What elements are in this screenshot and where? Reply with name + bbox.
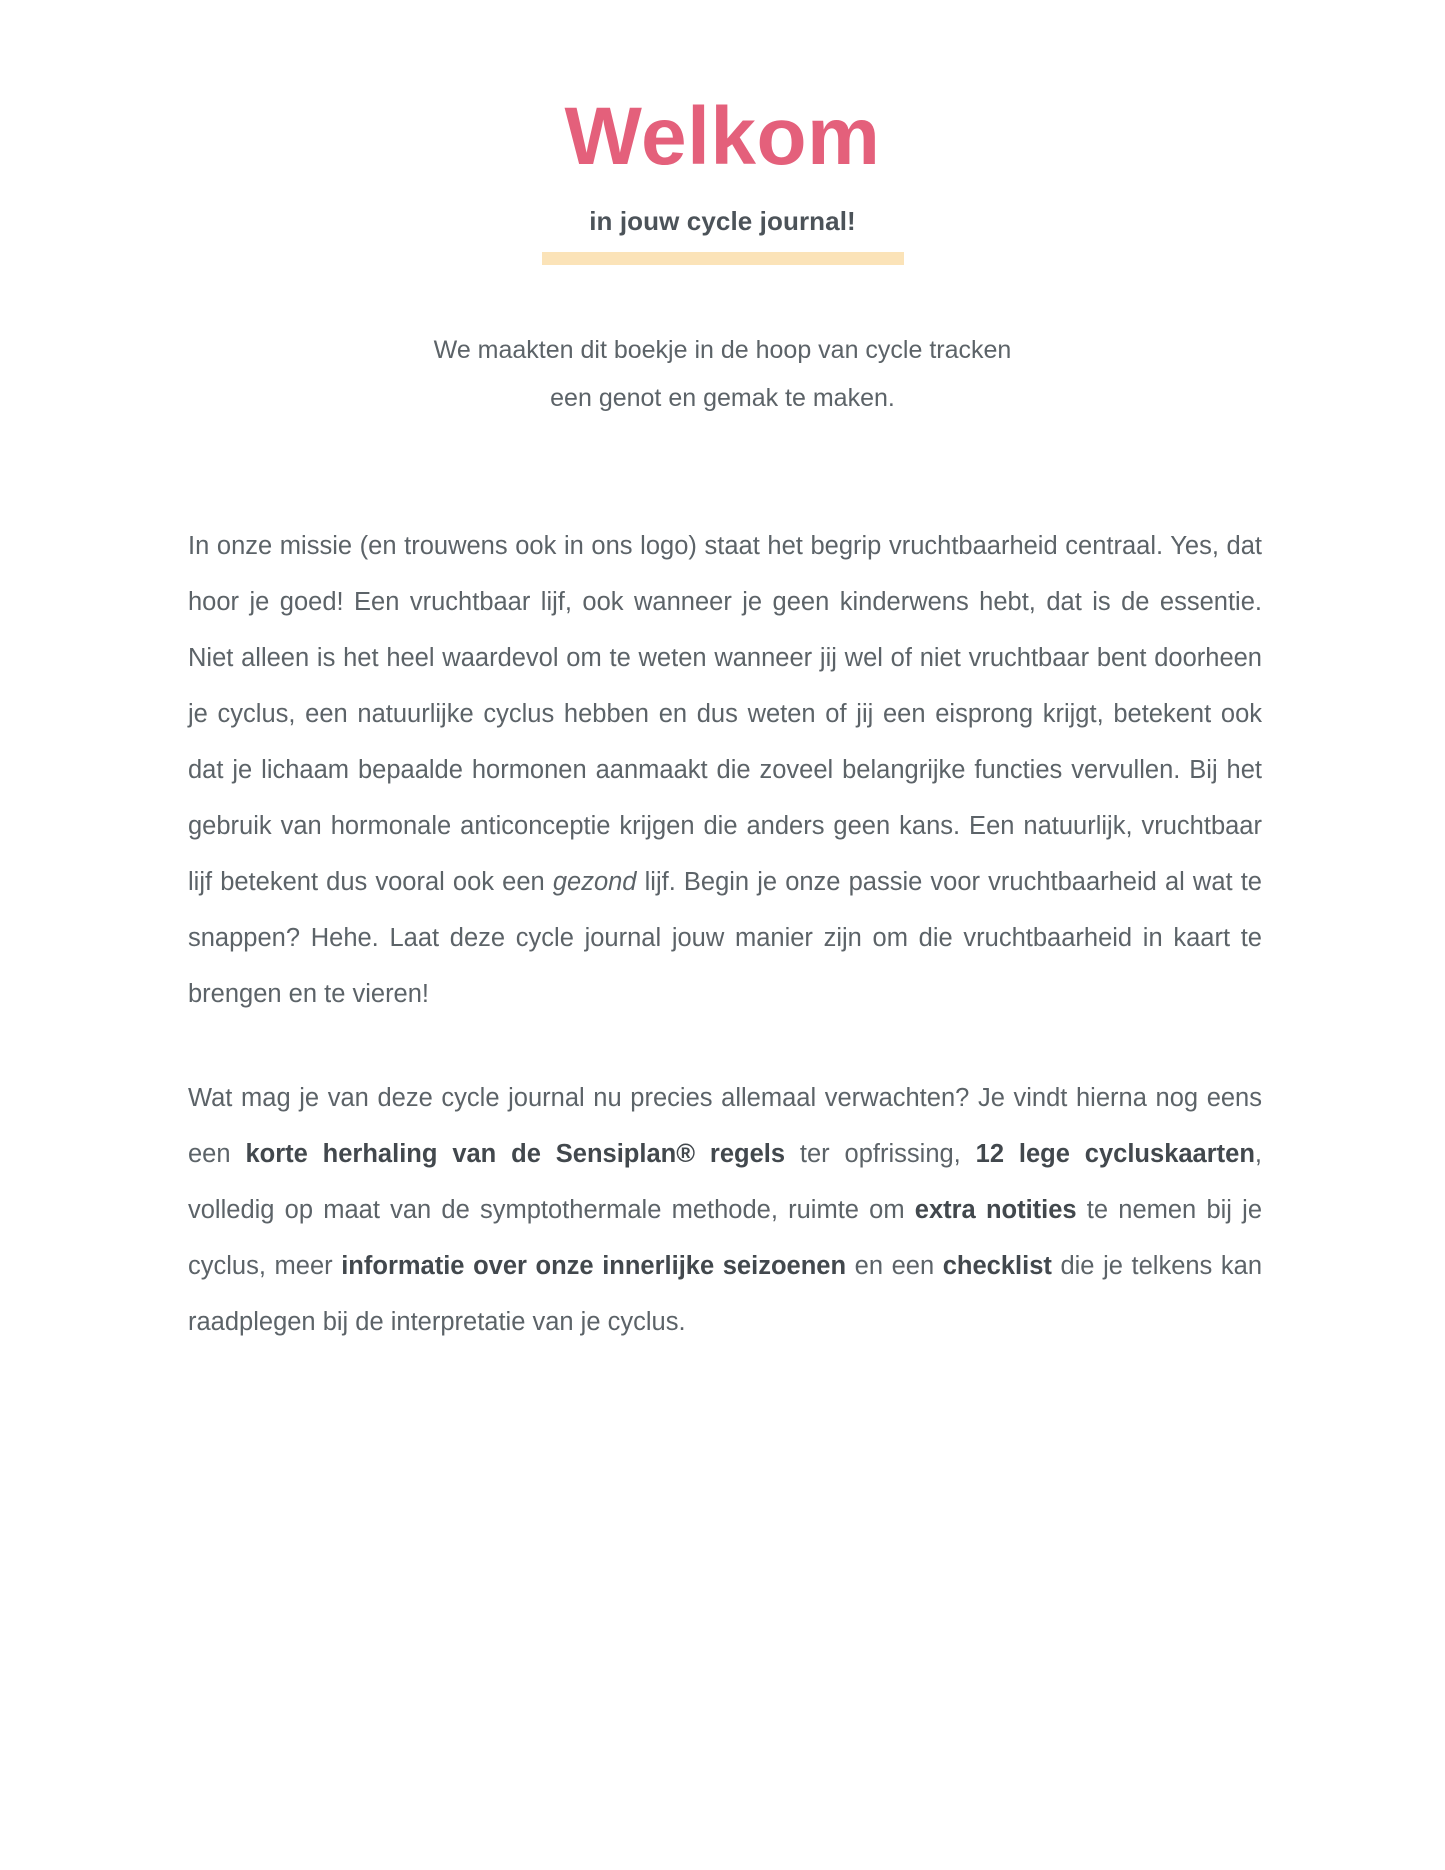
intro-line-1: We maakten dit boekje in de hoop van cycle tracken bbox=[433, 336, 1012, 365]
page-header bbox=[0, 0, 1445, 265]
paragraph-contents-part-5: en een bbox=[846, 1252, 943, 1281]
paragraph-contents-part-1: Wat mag je van deze cycle journal nu precies allemaal verwachten? Je vindt hierna nog eens een bbox=[188, 1084, 1262, 1169]
paragraph-contents-part-3: , volledig op maat van de symptothermale methode, ruimte om bbox=[188, 1140, 1263, 1225]
paragraph-mission-part-2: lijf. Begin je onze passie voor vruchtbaarheid al wat te snappen? Hehe. Laat deze cycle journal jouw manier zijn om die vruchtbaarheid in kaart te brengen en te vieren! bbox=[188, 868, 1262, 1009]
body-content bbox=[188, 518, 1262, 1350]
paragraph-contents-bold-sensiplan-regels: korte herhaling van de Sensiplan® regels bbox=[245, 1140, 786, 1169]
subtitle-highlight-rule bbox=[542, 252, 904, 265]
paragraph-contents-bold-checklist: checklist bbox=[942, 1252, 1052, 1281]
page-title: Welkom bbox=[564, 91, 881, 182]
subtitle-group bbox=[0, 206, 1445, 265]
paragraph-contents-part-6: die je telkens kan raadplegen bij de interpretatie van je cyclus. bbox=[188, 1252, 1263, 1337]
page-subtitle: in jouw cycle journal! bbox=[589, 206, 856, 236]
paragraph-contents-bold-innerlijke-seizoenen: informatie over onze innerlijke seizoenen bbox=[341, 1252, 847, 1281]
intro-line-2: een genot en gemak te maken. bbox=[550, 383, 895, 412]
paragraph-mission-emphasis-gezond: gezond bbox=[552, 868, 637, 897]
paragraph-contents-bold-cycluskaarten: 12 lege cycluskaarten bbox=[975, 1140, 1255, 1169]
paragraph-mission bbox=[188, 518, 1262, 1022]
paragraph-contents-bold-extra-notities: extra notities bbox=[914, 1196, 1077, 1225]
paragraph-mission-part-1: In onze missie (en trouwens ook in ons logo) staat het begrip vruchtbaarheid centraal. Yes, dat hoor je goed! Een vruchtbaar lijf, ook wanneer je geen kinderwens hebt, dat is de essentie. Niet alleen is het heel waardevol om te weten wanneer jij wel of niet vruchtbaar bent doorheen je cyclus, een natuurlijke cyclus hebben en dus weten of jij een eisprong krijgt, betekent ook dat je lichaam bepaalde hormonen aanmaakt die zoveel belangrijke functies vervullen. Bij het gebruik van hormonale anticonceptie krijgen die anders geen kans. Een natuurlijk, vruchtbaar lijf betekent dus vooral ook een bbox=[188, 532, 1262, 897]
intro-text bbox=[273, 327, 1173, 422]
paragraph-contents-part-2: ter opfrissing, bbox=[785, 1140, 976, 1169]
paragraph-contents-part-4: te nemen bij je cyclus, meer bbox=[188, 1196, 1262, 1281]
paragraph-contents bbox=[188, 1070, 1262, 1350]
